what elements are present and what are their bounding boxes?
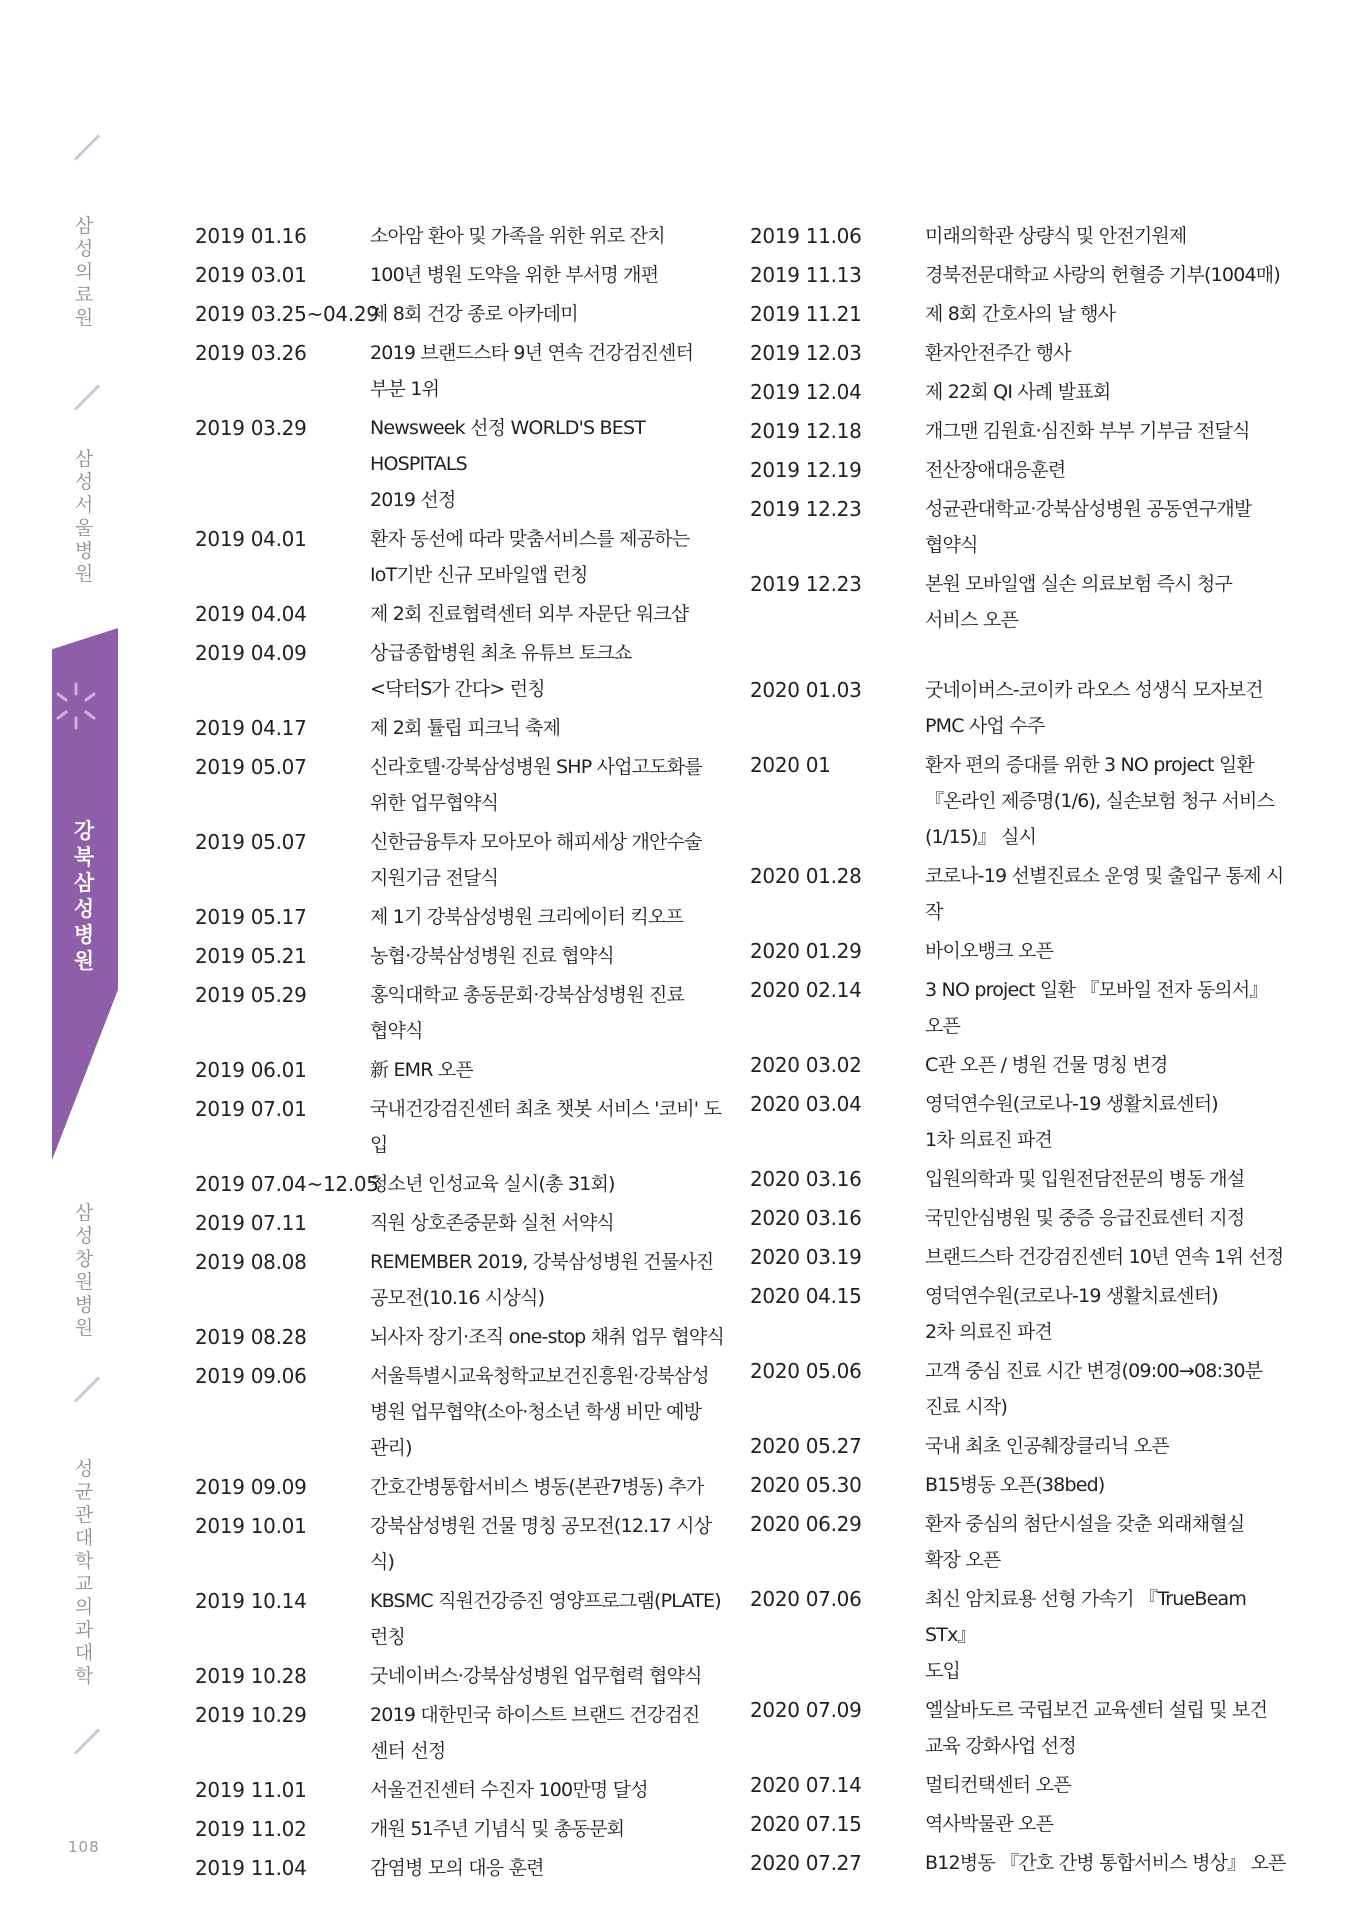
entry-date: 2020 01.29: [750, 939, 862, 963]
entry-date: 2020 01: [750, 753, 831, 777]
entry-description-line: 바이오뱅크 오픈: [925, 940, 1054, 962]
timeline-entry: [195, 749, 735, 821]
entry-date: 2020 03.19: [750, 1245, 862, 1269]
entry-date: 2019 04.17: [195, 716, 307, 740]
timeline-entry: [750, 1239, 1290, 1275]
entry-description-line: 2019 브랜드스타 9년 연속 건강검진센터: [370, 342, 694, 364]
entry-description: [925, 1506, 1290, 1578]
timeline-entry: [750, 296, 1290, 332]
entry-description-line: PMC 사업 수주: [925, 715, 1045, 737]
entry-description-line: 신한금융투자 모아모아 해피세상 개안수술: [370, 831, 702, 853]
timeline-entry: [750, 1278, 1290, 1350]
timeline-entry: [750, 1200, 1290, 1236]
entry-description-line: 최신 암치료용 선형 가속기 『TrueBeam STx』: [925, 1588, 1247, 1646]
timeline-entry: [750, 1428, 1290, 1464]
entry-description: [925, 1428, 1290, 1464]
timeline-entry: [750, 491, 1290, 563]
entry-description-line: C관 오픈 / 병원 건물 명칭 변경: [925, 1054, 1168, 1076]
entry-date: 2019 08.28: [195, 1325, 307, 1349]
entry-date: 2019 10.28: [195, 1664, 307, 1688]
entry-description-line: 제 8회 건강 종로 아카데미: [370, 303, 578, 325]
entry-description-line: 환자 편의 증대를 위한 3 NO project 일환: [925, 754, 1254, 776]
entry-date: 2020 05.27: [750, 1434, 862, 1458]
entry-description-line: 농협·강북삼성병원 진료 협약식: [370, 945, 614, 967]
entry-description: [925, 452, 1290, 488]
sidebar-item-samsung-changwon-hospital[interactable]: 삼성창원병원: [74, 1202, 94, 1339]
entry-description-line: 환자 동선에 따라 맞춤서비스를 제공하는: [370, 528, 690, 550]
entry-description: [925, 1047, 1290, 1083]
timeline-entry: [195, 1811, 735, 1847]
sidebar-item-skku-medical-school[interactable]: 성균관대학교 의과대학: [74, 1458, 94, 1687]
timeline-entry: [750, 1467, 1290, 1503]
timeline-entry: [195, 1358, 735, 1466]
entry-date: 2019 05.29: [195, 983, 307, 1007]
entry-description: [925, 933, 1290, 969]
entry-description-line: 미래의학관 상량식 및 안전기원제: [925, 225, 1187, 247]
entry-description-line: 굿네이버스-코이카 라오스 성생식 모자보건: [925, 679, 1263, 701]
entry-description-line: 제 2회 튤립 피크닉 축제: [370, 717, 561, 739]
timeline-entry: [750, 1806, 1290, 1842]
entry-description: [925, 1845, 1290, 1881]
timeline-entry: [195, 218, 735, 254]
timeline-entry: [750, 747, 1290, 855]
entry-date: 2019 12.04: [750, 380, 862, 404]
entry-date: 2019 05.21: [195, 944, 307, 968]
entry-description: [925, 1467, 1290, 1503]
timeline-entry: [750, 257, 1290, 293]
entry-description-line: 경북전문대학교 사랑의 헌혈증 기부(1004매): [925, 264, 1280, 286]
entry-description-line: 직원 상호존중문화 실천 서약식: [370, 1212, 614, 1234]
entry-date: 2019 12.23: [750, 572, 862, 596]
entry-description-line: 제 22회 QI 사례 발표회: [925, 381, 1111, 403]
entry-description-line: 2019 선정: [370, 489, 456, 511]
sidebar-item-kangbuk-samsung-hospital[interactable]: 강북삼성병원: [73, 819, 95, 973]
entry-date: 2020 03.02: [750, 1053, 862, 1077]
entry-description-line: 서비스 오픈: [925, 609, 1019, 631]
entry-description-line: Newsweek 선정 WORLD'S BEST HOSPITALS: [370, 417, 646, 475]
entry-description-line: 브랜드스타 건강검진센터 10년 연속 1위 선정: [925, 1246, 1284, 1268]
entry-description-line: 소아암 환아 및 가족을 위한 위로 잔치: [370, 225, 665, 247]
timeline-entry: [195, 1508, 735, 1580]
entry-date: 2019 11.04: [195, 1856, 307, 1880]
entry-description-line: 협약식: [925, 534, 978, 556]
entry-date: 2019 12.03: [750, 341, 862, 365]
entry-date: 2019 11.02: [195, 1817, 307, 1841]
entry-description: [370, 596, 735, 632]
timeline-entry: [195, 977, 735, 1049]
entry-date: 2020 01.28: [750, 864, 862, 888]
entry-description-line: 확장 오픈: [925, 1549, 1001, 1571]
entry-description-line: 굿네이버스·강북삼성병원 업무협력 협약식: [370, 1665, 702, 1687]
timeline-entry: [195, 1091, 735, 1163]
entry-date: 2020 02.14: [750, 978, 862, 1002]
entry-date: 2019 07.11: [195, 1211, 307, 1235]
entry-description: [370, 1697, 735, 1769]
entry-description: [370, 218, 735, 254]
entry-description: [370, 1850, 735, 1886]
timeline-entry: [750, 1353, 1290, 1425]
entry-description-line: 관리): [370, 1437, 412, 1459]
timeline-entry: [195, 1052, 735, 1088]
entry-description: [370, 1091, 735, 1163]
entry-date: 2019 11.21: [750, 302, 862, 326]
entry-date: 2019 06.01: [195, 1058, 307, 1082]
entry-description: [370, 1205, 735, 1241]
entry-date: 2019 11.01: [195, 1778, 307, 1802]
entry-description: [370, 710, 735, 746]
entry-description-line: (1/15)』 실시: [925, 826, 1037, 848]
entry-description: [370, 1244, 735, 1316]
timeline-entry: [195, 257, 735, 293]
entry-description-line: 영덕연수원(코로나-19 생활치료센터): [925, 1093, 1218, 1115]
entry-description-line: 진료 시작): [925, 1396, 1008, 1418]
entry-date: 2019 01.16: [195, 224, 307, 248]
timeline-entry: [750, 1581, 1290, 1689]
entry-description: [925, 1161, 1290, 1197]
entry-description-line: 병원 업무협약(소아·청소년 학생 비만 예방: [370, 1401, 702, 1423]
entry-description-line: IoT기반 신규 모바일앱 런칭: [370, 564, 588, 586]
entry-date: 2019 11.13: [750, 263, 862, 287]
entry-date: 2019 07.04~12.05: [195, 1172, 379, 1196]
entry-description: [925, 1806, 1290, 1842]
timeline-entry: [195, 1166, 735, 1202]
entry-date: 2019 07.01: [195, 1097, 307, 1121]
entry-description: [370, 335, 735, 407]
entry-description-line: 교육 강화사업 선정: [925, 1735, 1076, 1757]
timeline-left-column: [195, 218, 735, 1889]
timeline-entry: [750, 858, 1290, 930]
timeline-entry: [750, 1161, 1290, 1197]
entry-description: [925, 747, 1290, 855]
entry-description: [925, 1278, 1290, 1350]
entry-date: 2019 03.25~04.29: [195, 302, 379, 326]
entry-description: [925, 858, 1290, 930]
timeline-entry: [750, 218, 1290, 254]
timeline-entry: [750, 566, 1290, 638]
timeline-entry: [195, 635, 735, 707]
entry-description-line: 고객 중심 진료 시간 변경(09:00→08:30분: [925, 1360, 1263, 1382]
entry-description-line: 청소년 인성교육 실시(총 31회): [370, 1173, 615, 1195]
entry-description-line: 국민안심병원 및 중증 응급진료센터 지정: [925, 1207, 1245, 1229]
timeline-entry: [195, 296, 735, 332]
divider-slash: [74, 384, 100, 410]
entry-description: [925, 257, 1290, 293]
entry-date: 2020 07.06: [750, 1587, 862, 1611]
entry-description: [370, 1583, 735, 1655]
entry-description: [370, 1772, 735, 1808]
entry-description-line: 제 1기 강북삼성병원 크리에이터 킥오프: [370, 906, 684, 928]
entry-date: 2020 07.27: [750, 1851, 862, 1875]
entry-description-line: 국내 최초 인공췌장클리닉 오픈: [925, 1435, 1169, 1457]
entry-description: [370, 938, 735, 974]
timeline-entry: [195, 710, 735, 746]
timeline-entry: [195, 596, 735, 632]
entry-description-line: 개원 51주년 기념식 및 총동문회: [370, 1818, 625, 1840]
timeline-entry: [195, 1469, 735, 1505]
entry-date: 2019 03.29: [195, 416, 307, 440]
entry-date: 2019 04.01: [195, 527, 307, 551]
entry-description: [370, 1166, 735, 1202]
entry-description: [925, 491, 1290, 563]
entry-description-line: KBSMC 직원건강증진 영양프로그램(PLATE): [370, 1590, 721, 1612]
entry-description: [370, 1319, 735, 1355]
timeline-entry: [195, 1850, 735, 1886]
entry-description-line: B12병동 『간호 간병 통합서비스 병상』 오픈: [925, 1852, 1286, 1874]
timeline-entry: [750, 413, 1290, 449]
entry-description-line: 런칭: [370, 1626, 406, 1648]
entry-description: [925, 972, 1290, 1044]
timeline-entry: [195, 1658, 735, 1694]
entry-description-line: 센터 선정: [370, 1740, 446, 1762]
timeline-entry: [750, 1845, 1290, 1881]
entry-date: 2020 05.06: [750, 1359, 862, 1383]
entry-description-line: 협약식: [370, 1020, 423, 1042]
entry-description: [370, 1052, 735, 1088]
entry-date: 2020 01.03: [750, 678, 862, 702]
entry-description: [370, 635, 735, 707]
entry-description-line: REMEMBER 2019, 강북삼성병원 건물사진: [370, 1251, 714, 1273]
entry-description: [925, 566, 1290, 638]
entry-date: 2019 05.07: [195, 755, 307, 779]
entry-description-line: 공모전(10.16 시상식): [370, 1287, 545, 1309]
entry-description-line: 도입: [925, 1660, 961, 1682]
timeline-entry: [195, 1583, 735, 1655]
entry-description-line: 서울건진센터 수진자 100만명 달성: [370, 1779, 648, 1801]
entry-description-line: 영덕연수원(코로나-19 생활치료센터): [925, 1285, 1218, 1307]
entry-description-line: 코로나-19 선별진료소 운영 및 출입구 통제 시작: [925, 865, 1284, 923]
entry-description: [370, 1469, 735, 1505]
page-number: 108: [68, 1838, 100, 1856]
timeline-entry: [195, 335, 735, 407]
divider-slash: [74, 1728, 100, 1754]
entry-description-line: 100년 병원 도약을 위한 부서명 개편: [370, 264, 659, 286]
entry-description-line: 전산장애대응훈련: [925, 459, 1066, 481]
entry-date: 2019 10.01: [195, 1514, 307, 1538]
entry-description: [925, 1353, 1290, 1425]
entry-description: [370, 824, 735, 896]
entry-date: 2020 07.14: [750, 1773, 862, 1797]
entry-description-line: 간호간병통합서비스 병동(본관7병동) 추가: [370, 1476, 704, 1498]
entry-description: [925, 1239, 1290, 1275]
side-navigation: [0, 0, 130, 1920]
entry-description-line: 2019 대한민국 하이스트 브랜드 건강검진: [370, 1704, 700, 1726]
entry-description-line: 환자안전주간 행사: [925, 342, 1071, 364]
timeline-entry: [195, 410, 735, 518]
entry-description: [370, 1658, 735, 1694]
timeline-entry: [750, 672, 1290, 744]
sidebar-item-samsung-medical-center[interactable]: 삼성의료원: [74, 215, 94, 329]
entry-description-line: 역사박물관 오픈: [925, 1813, 1054, 1835]
entry-description: [925, 374, 1290, 410]
entry-description-line: 국내건강검진센터 최초 챗봇 서비스 '코비' 도입: [370, 1098, 722, 1156]
timeline-entry: [750, 452, 1290, 488]
entry-description: [925, 1200, 1290, 1236]
entry-description: [370, 1508, 735, 1580]
divider-slash: [74, 134, 100, 160]
entry-description: [925, 413, 1290, 449]
entry-description-line: 지원기금 전달식: [370, 867, 499, 889]
timeline-entry: [195, 824, 735, 896]
entry-description: [925, 335, 1290, 371]
entry-description-line: 감염병 모의 대응 훈련: [370, 1857, 544, 1879]
timeline-entry: [195, 938, 735, 974]
entry-description-line: 멀티컨택센터 오픈: [925, 1774, 1071, 1796]
entry-date: 2019 03.26: [195, 341, 307, 365]
timeline-entry: [750, 1086, 1290, 1158]
entry-date: 2019 03.01: [195, 263, 307, 287]
entry-description-line: 『온라인 제증명(1/6), 실손보험 청구 서비스: [925, 790, 1275, 812]
timeline-entry: [195, 1205, 735, 1241]
timeline-entry: [195, 521, 735, 593]
entry-date: 2019 05.07: [195, 830, 307, 854]
entry-description-line: 홍익대학교 총동문회·강북삼성병원 진료: [370, 984, 685, 1006]
entry-date: 2020 05.30: [750, 1473, 862, 1497]
timeline-entry: [750, 335, 1290, 371]
entry-date: 2019 09.06: [195, 1364, 307, 1388]
timeline-entry: [195, 1319, 735, 1355]
entry-description-line: 성균관대학교·강북삼성병원 공동연구개발: [925, 498, 1252, 520]
entry-date: 2019 12.23: [750, 497, 862, 521]
entry-date: 2019 08.08: [195, 1250, 307, 1274]
entry-date: 2019 04.09: [195, 641, 307, 665]
entry-description: [925, 296, 1290, 332]
entry-description-line: 환자 중심의 첨단시설을 갖춘 외래채혈실: [925, 1513, 1245, 1535]
timeline-entry: [750, 1767, 1290, 1803]
entry-date: 2019 05.17: [195, 905, 307, 929]
entry-date: 2020 03.16: [750, 1206, 862, 1230]
timeline-entry: [750, 933, 1290, 969]
entry-description-line: 입원의학과 및 입원전담전문의 병동 개설: [925, 1168, 1245, 1190]
entry-description: [370, 410, 735, 518]
entry-description-line: B15병동 오픈(38bed): [925, 1474, 1105, 1496]
entry-description-line: 1차 의료진 파견: [925, 1129, 1053, 1151]
entry-description: [925, 218, 1290, 254]
entry-description: [370, 521, 735, 593]
entry-description-line: 서울특별시교육청학교보건진흥원·강북삼성: [370, 1365, 709, 1387]
entry-date: 2020 04.15: [750, 1284, 862, 1308]
divider-slash: [74, 1376, 100, 1402]
entry-date: 2020 03.16: [750, 1167, 862, 1191]
entry-description: [925, 672, 1290, 744]
entry-description: [925, 1086, 1290, 1158]
burst-icon: [52, 682, 100, 730]
entry-description: [370, 1358, 735, 1466]
entry-date: 2019 10.29: [195, 1703, 307, 1727]
entry-date: 2019 04.04: [195, 602, 307, 626]
entry-date: 2020 07.15: [750, 1812, 862, 1836]
entry-description-line: <닥터S가 간다> 런칭: [370, 678, 545, 700]
timeline-entry: [195, 1772, 735, 1808]
timeline-entry: [750, 1047, 1290, 1083]
timeline-entry: [195, 1244, 735, 1316]
entry-description-line: 강북삼성병원 건물 명칭 공모전(12.17 시상식): [370, 1515, 712, 1573]
entry-description-line: 위한 업무협약식: [370, 792, 499, 814]
entry-description: [370, 257, 735, 293]
timeline-entry: [195, 1697, 735, 1769]
entry-description-line: 부분 1위: [370, 378, 440, 400]
entry-date: 2019 09.09: [195, 1475, 307, 1499]
entry-description-line: 본원 모바일앱 실손 의료보험 즉시 청구: [925, 573, 1233, 595]
entry-description-line: 개그맨 김원효·심진화 부부 기부금 전달식: [925, 420, 1250, 442]
timeline-right-column: [750, 218, 1290, 1884]
entry-description-line: 뇌사자 장기·조직 one-stop 채취 업무 협약식: [370, 1326, 725, 1348]
entry-date: 2019 10.14: [195, 1589, 307, 1613]
entry-description: [370, 749, 735, 821]
entry-date: 2020 06.29: [750, 1512, 862, 1536]
entry-description-line: 新 EMR 오픈: [370, 1059, 473, 1081]
entry-description-line: 신라호텔·강북삼성병원 SHP 사업고도화를: [370, 756, 702, 778]
entry-date: 2019 12.18: [750, 419, 862, 443]
entry-description-line: 제 8회 간호사의 날 행사: [925, 303, 1116, 325]
timeline-entry: [750, 1506, 1290, 1578]
entry-description: [370, 296, 735, 332]
entry-description-line: 3 NO project 일환 『모바일 전자 동의서』 오픈: [925, 979, 1268, 1037]
entry-description-line: 제 2회 진료협력센터 외부 자문단 워크샵: [370, 603, 689, 625]
entry-description: [370, 977, 735, 1049]
timeline-entry: [750, 1692, 1290, 1764]
entry-description: [925, 1767, 1290, 1803]
sidebar-item-samsung-seoul-hospital[interactable]: 삼성서울병원: [74, 448, 94, 585]
entry-description-line: 엘살바도르 국립보건 교육센터 설립 및 보건: [925, 1699, 1268, 1721]
entry-date: 2019 12.19: [750, 458, 862, 482]
timeline-entry: [750, 972, 1290, 1044]
timeline-entry: [750, 374, 1290, 410]
entry-description: [925, 1581, 1290, 1689]
entry-date: 2019 11.06: [750, 224, 862, 248]
entry-description-line: 상급종합병원 최초 유튜브 토크쇼: [370, 642, 632, 664]
timeline-entry: [195, 899, 735, 935]
entry-description: [370, 899, 735, 935]
entry-date: 2020 03.04: [750, 1092, 862, 1116]
entry-description-line: 2차 의료진 파견: [925, 1321, 1053, 1343]
entry-description: [925, 1692, 1290, 1764]
entry-date: 2020 07.09: [750, 1698, 862, 1722]
entry-description: [370, 1811, 735, 1847]
